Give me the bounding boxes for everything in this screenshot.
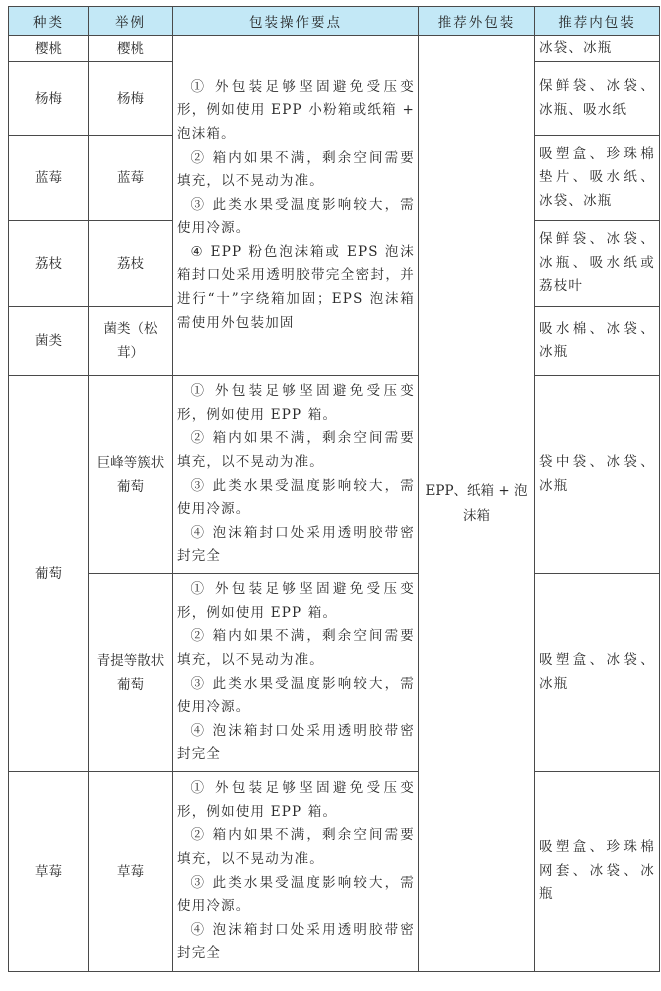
- inner-packaging-cell: 冰袋、冰瓶: [535, 36, 660, 62]
- inner-packaging-cell: 袋中袋、冰袋、冰瓶: [535, 376, 660, 574]
- inner-packaging-cell: 保鲜袋、冰袋、冰瓶、吸水纸: [535, 62, 660, 136]
- inner-packaging-cell: 吸塑盒、珍珠棉网套、冰袋、冰瓶: [535, 772, 660, 972]
- header-operations: 包装操作要点: [173, 7, 419, 36]
- inner-packaging-cell: 保鲜袋、冰袋、冰瓶、吸水纸或荔枝叶: [535, 221, 660, 307]
- inner-packaging-cell: 吸水棉、冰袋、冰瓶: [535, 307, 660, 376]
- kind-cell: 草莓: [9, 772, 89, 972]
- operation-step: ③ 此类水果受温度影响较大，需使用冷源。: [177, 196, 415, 237]
- operation-step: ③ 此类水果受温度影响较大，需使用冷源。: [177, 874, 415, 915]
- example-cell: 青提等散状葡萄: [89, 574, 173, 772]
- operations-cell: [173, 772, 419, 972]
- example-cell: 杨梅: [89, 62, 173, 136]
- operation-step: ④ 泡沫箱封口处采用透明胶带密封完全: [177, 722, 415, 763]
- operation-step: ③ 此类水果受温度影响较大，需使用冷源。: [177, 477, 415, 518]
- header-row: [9, 7, 660, 36]
- kind-cell: 葡萄: [9, 376, 89, 772]
- table-row: [9, 574, 660, 772]
- operation-step: ③ 此类水果受温度影响较大，需使用冷源。: [177, 675, 415, 716]
- operation-step: ① 外包装足够坚固避免受压变形，例如使用 EPP 小粉箱或纸箱 + 泡沫箱。: [177, 78, 415, 142]
- header-kind: 种类: [9, 7, 89, 36]
- inner-packaging-cell: 吸塑盒、冰袋、冰瓶: [535, 574, 660, 772]
- example-cell: 蓝莓: [89, 136, 173, 221]
- operation-step: ② 箱内如果不满，剩余空间需要填充，以不晃动为准。: [177, 628, 415, 668]
- operation-step: ④ 泡沫箱封口处采用透明胶带密封完全: [177, 921, 415, 962]
- example-cell: 巨峰等簇状葡萄: [89, 376, 173, 574]
- operation-step: ④ EPP 粉色泡沫箱或 EPS 泡沫箱封口处采用透明胶带完全密封，并进行“十”字绕箱加固；EPS 泡沫箱需使用外包装加固: [177, 243, 415, 331]
- operations-cell: [173, 376, 419, 574]
- header-outer-packaging: 推荐外包装: [419, 7, 535, 36]
- operation-step: ① 外包装足够坚固避免受压变形，例如使用 EPP 箱。: [177, 581, 415, 621]
- inner-packaging-cell: 吸塑盒、珍珠棉垫片、吸水纸、冰袋、冰瓶: [535, 136, 660, 221]
- kind-cell: 杨梅: [9, 62, 89, 136]
- operation-step: ④ 泡沫箱封口处采用透明胶带密封完全: [177, 524, 415, 565]
- operation-step: ① 外包装足够坚固避免受压变形，例如使用 EPP 箱。: [177, 383, 415, 423]
- example-cell: 草莓: [89, 772, 173, 972]
- kind-cell: 蓝莓: [9, 136, 89, 221]
- example-cell: 荔枝: [89, 221, 173, 307]
- outer-packaging-cell: EPP、纸箱 + 泡沫箱: [419, 36, 535, 972]
- kind-cell: 樱桃: [9, 36, 89, 62]
- example-cell: 樱桃: [89, 36, 173, 62]
- header-example: 举例: [89, 7, 173, 36]
- example-cell: 菌类（松茸）: [89, 307, 173, 376]
- table-row: [9, 376, 660, 574]
- operation-step: ② 箱内如果不满，剩余空间需要填充，以不晃动为准。: [177, 827, 415, 867]
- operation-step: ② 箱内如果不满，剩余空间需要填充，以不晃动为准。: [177, 430, 415, 470]
- table-row: [9, 772, 660, 972]
- kind-cell: 荔枝: [9, 221, 89, 307]
- operations-cell: [173, 36, 419, 376]
- kind-cell: 菌类: [9, 307, 89, 376]
- operation-step: ② 箱内如果不满，剩余空间需要填充，以不晃动为准。: [177, 149, 415, 190]
- table-row: [9, 36, 660, 62]
- header-inner-packaging: 推荐内包装: [535, 7, 660, 36]
- operations-cell: [173, 574, 419, 772]
- fruit-packaging-table: [8, 6, 660, 972]
- operation-step: ① 外包装足够坚固避免受压变形，例如使用 EPP 箱。: [177, 780, 415, 820]
